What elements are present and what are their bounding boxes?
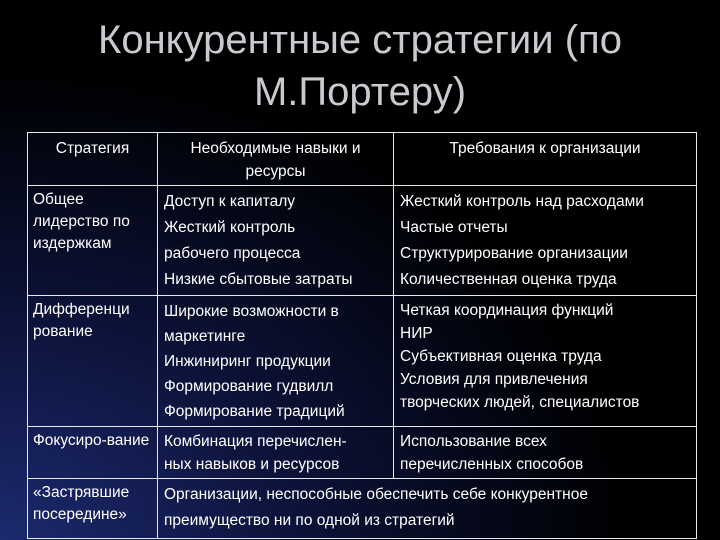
list-item: Использование всех [400,433,547,450]
merged-description: Организации, неспособные обеспечить себе конкурентное преимущество ни по одной из стратегий [164,486,588,529]
list-item: Структурирование организации [400,245,628,262]
strategy-cell: Дифференци рование [28,296,158,427]
list-item: Низкие сбытовые затраты [164,271,353,288]
strategy-cell: Общее лидерство по издержкам [28,186,158,296]
table-row-cost-leadership [28,186,697,296]
header-skills: Необходимые навыки и ресурсы [158,133,394,186]
list-item: Формирование гудвилл [164,378,334,395]
list-item: Количественная оценка труда [400,271,617,288]
list-item: Условия для привлечения [400,371,588,388]
table-row-stuck-in-middle [28,479,697,539]
list-item: Широкие возможности в [164,303,339,320]
slide-title [40,14,680,118]
list-item: перечисленных способов [400,456,584,473]
table-row-differentiation [28,296,697,427]
title-line-1: Конкурентные стратегии (по [98,18,622,62]
strategy-cell: «Застрявшие посередине» [28,479,158,539]
list-item: Субъективная оценка труда [400,348,602,365]
header-strategy: Стратегия [28,133,158,186]
strategy-cell: Фокусиро-вание [28,427,158,479]
list-item: Доступ к капиталу [164,193,295,210]
list-item: Комбинация перечислен- [164,433,347,450]
table-row-focus [28,427,697,479]
skills-cell [158,296,394,427]
requirements-cell [394,186,697,296]
table-header-row [28,133,697,186]
list-item: НИР [400,325,433,342]
list-item: рабочего процесса [164,245,301,262]
list-item: Жесткий контроль [164,219,296,236]
list-item: Жесткий контроль над расходами [400,193,644,210]
title-line-2: М.Портеру) [253,70,467,114]
header-requirements: Требования к организации [394,133,697,186]
strategies-table [27,132,697,539]
list-item: Четкая координация функций [400,302,614,319]
requirements-cell [394,427,697,479]
list-item: Формирование традиций [164,403,345,420]
skills-cell [158,186,394,296]
requirements-cell [394,296,697,427]
skills-cell [158,427,394,479]
list-item: Частые отчеты [400,219,508,236]
list-item: Инжиниринг продукции [164,353,331,370]
list-item: ных навыков и ресурсов [164,456,340,473]
merged-description-cell [158,479,697,539]
list-item: творческих людей, специалистов [400,394,640,411]
list-item: маркетинге [164,328,246,345]
